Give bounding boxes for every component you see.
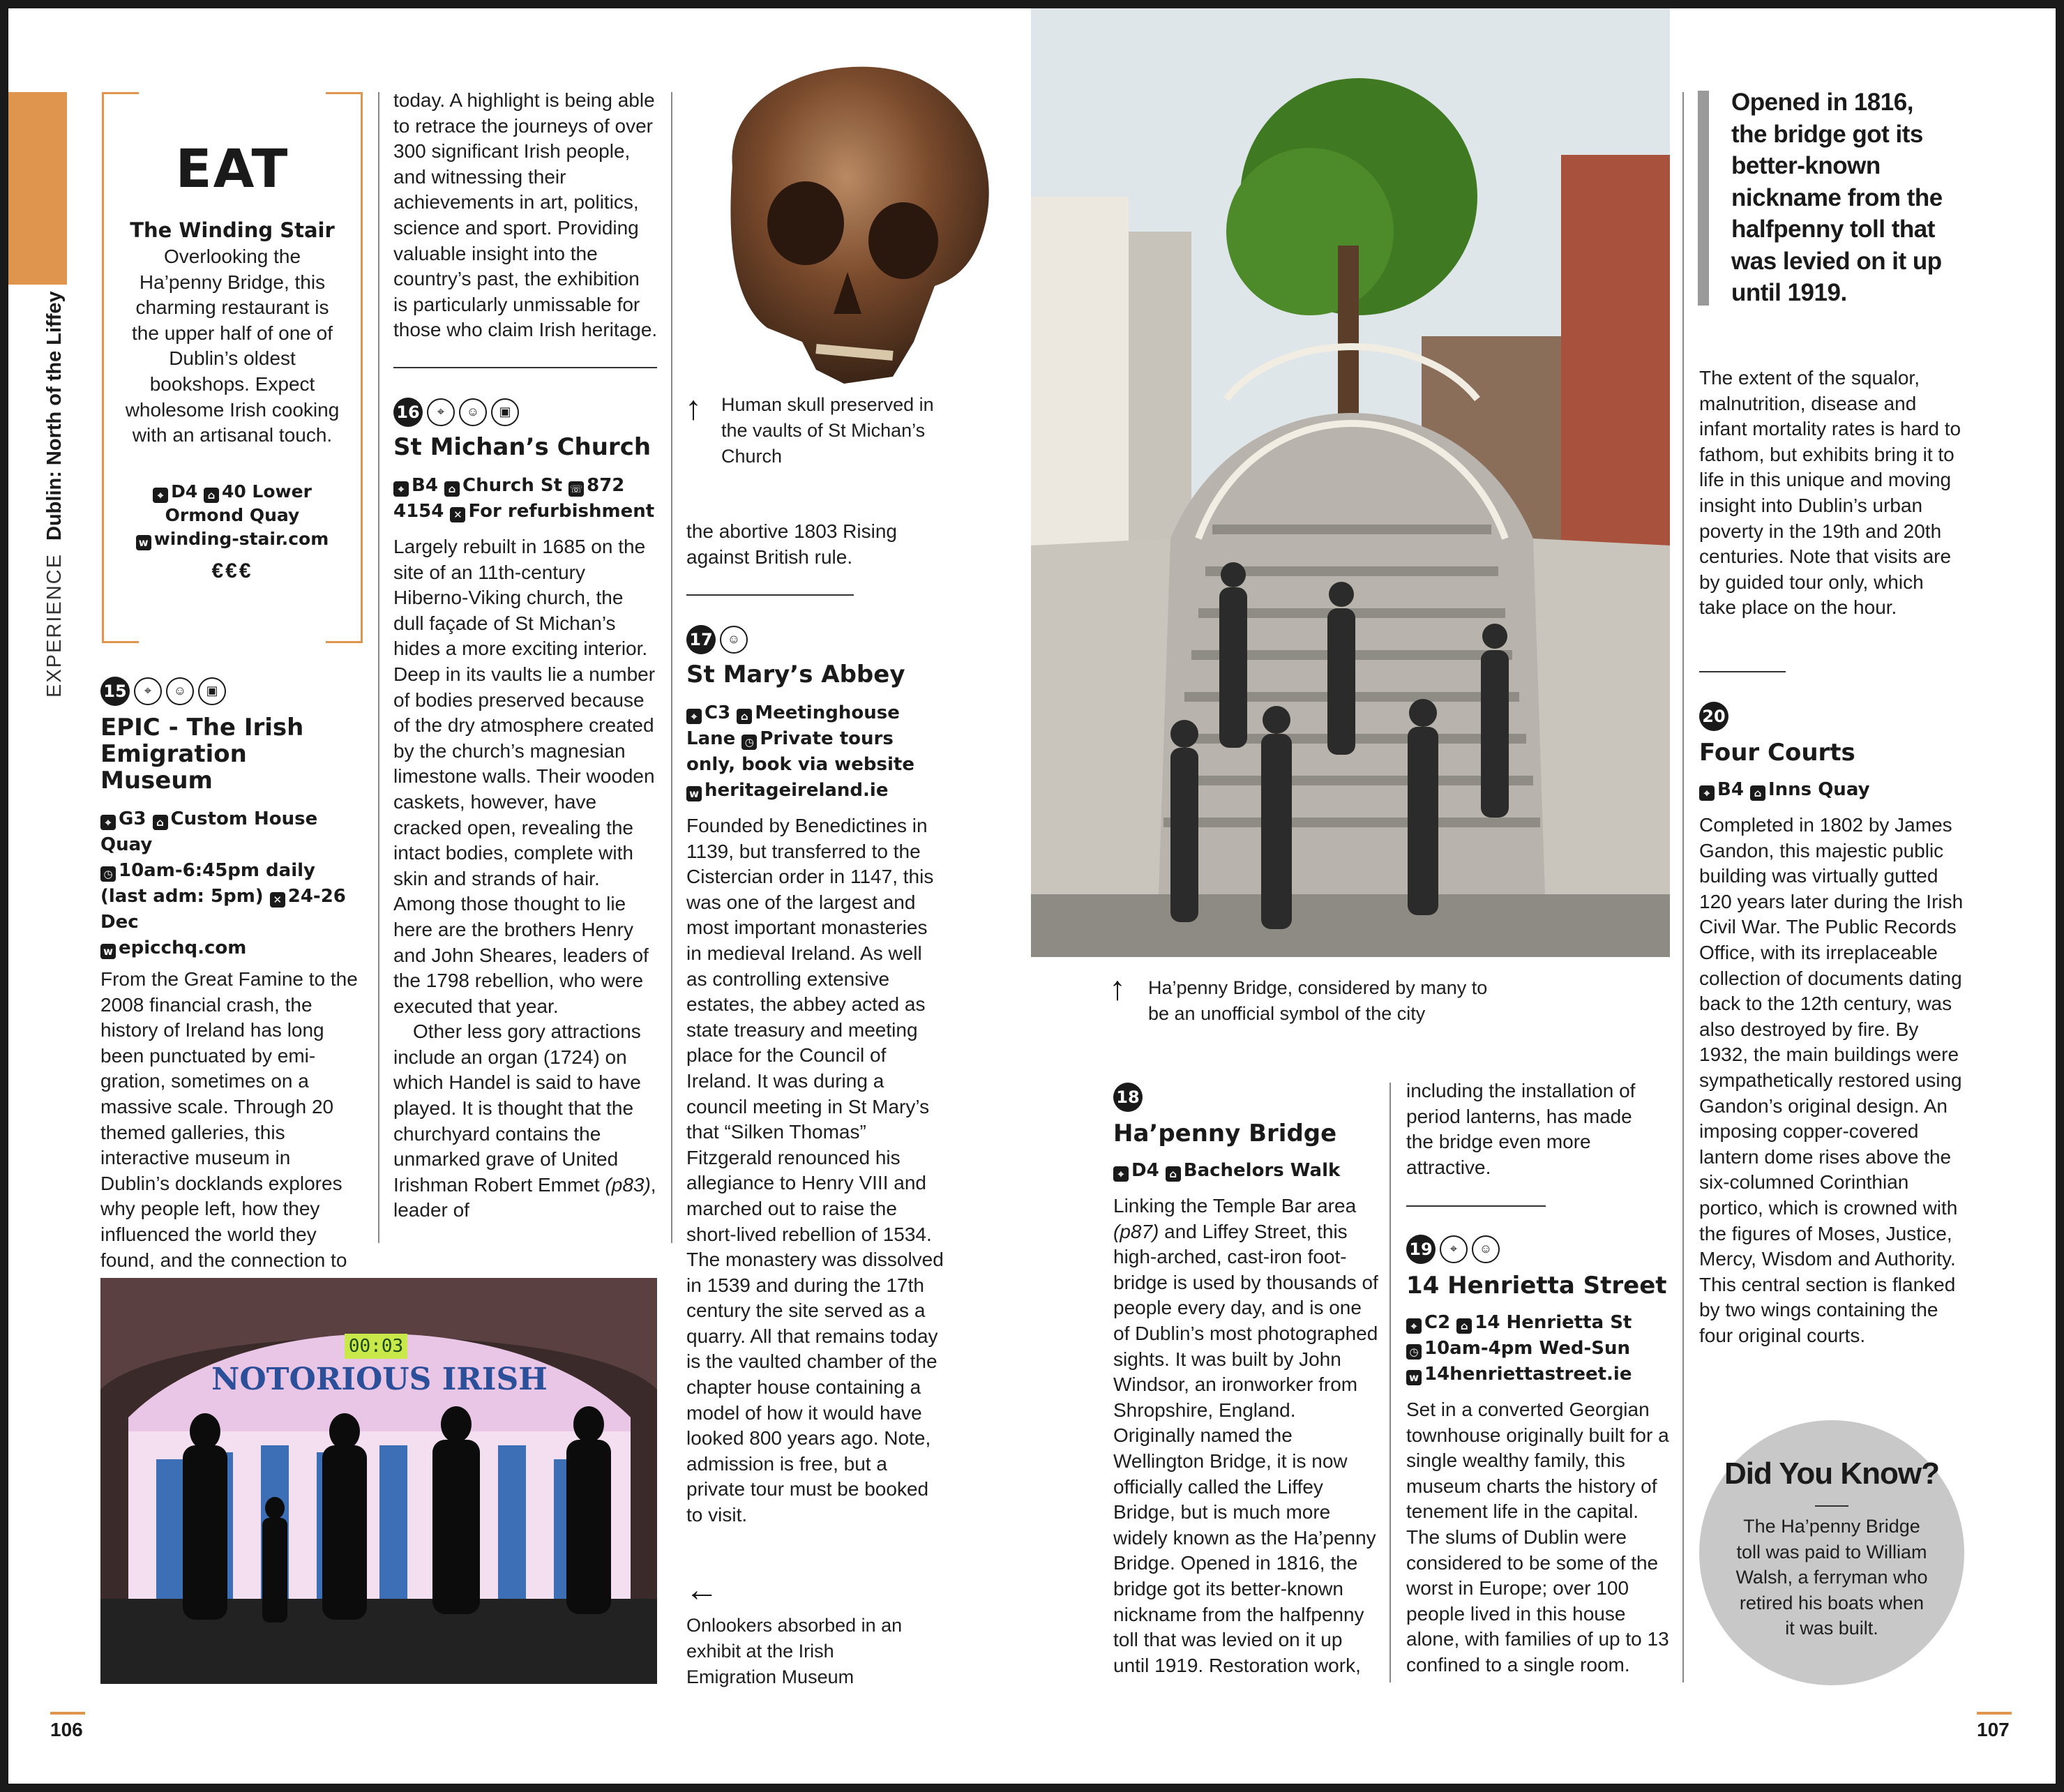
michan-para-1: Largely rebuilt in 1685 on the site of an 11th-century Hiberno-Viking church, the dull façade of St Michan’s hides a more exciting interior. Deep in its vaults lie a number of bodies preserved because of the dry atmosphere created by the church’s magnesian limestone walls. Their wooden caskets, however, have cracked open, revealing the intact bodies, complete with skin and strands of hair. Among those thought to lie here are the brothers Henry and John Sheares, leaders of the 1798 rebellion, who were executed that year. bbox=[393, 536, 656, 1017]
column-rule bbox=[671, 92, 672, 1243]
ticket-icon: ⌖ bbox=[134, 677, 162, 705]
skull-photo bbox=[684, 49, 1004, 398]
page-number-marker bbox=[50, 1712, 85, 1715]
eat-address: 40 Lower Ormond Quay bbox=[165, 481, 312, 525]
map-pin-icon: ⌖ bbox=[1699, 785, 1715, 801]
michan-para-2b: , leader of bbox=[393, 1173, 656, 1221]
four-courts-info bbox=[1699, 777, 1971, 803]
michan-address: Church St bbox=[462, 475, 563, 496]
col2-continuation: today. A highlight is being able to retrace the journeys of over 300 significant Irish people, and witnessing their achievements in art, politics, science and sport. Providing valuable insight into the country’s past, the exhibition is particularly unmissable for those who claim Irish heritage. bbox=[393, 89, 658, 341]
henrietta-map-ref: C2 bbox=[1424, 1312, 1451, 1333]
museum-caption: Onlookers absorbed in an exhibit at the Irish Emigration Museum bbox=[686, 1615, 903, 1687]
did-you-know-circle bbox=[1699, 1420, 1964, 1685]
epic-hours: 10am-6:45pm daily (last adm: 5pm) bbox=[100, 860, 315, 907]
side-label-title: Dublin: North of the Liffey bbox=[43, 291, 66, 541]
michan-number: 16 bbox=[393, 398, 423, 427]
henrietta-hours: 10am-4pm Wed-Sun bbox=[1424, 1338, 1630, 1359]
museum-photo bbox=[100, 1278, 657, 1684]
hapenny-address: Bachelors Walk bbox=[1183, 1160, 1341, 1181]
michan-entry bbox=[393, 398, 658, 1223]
pullquote: Opened in 1816, the bridge got its better-known nickname from the halfpenny toll that was levied on it up until 1919. bbox=[1731, 89, 1943, 306]
michan-para-2 bbox=[393, 1019, 658, 1223]
section-tab bbox=[8, 92, 67, 285]
divider bbox=[1406, 1205, 1546, 1207]
epic-info bbox=[100, 806, 359, 961]
michan-map-ref: B4 bbox=[412, 475, 438, 496]
side-label-prefix: EXPERIENCE bbox=[43, 553, 66, 698]
divider bbox=[393, 367, 657, 368]
museum-sign: NOTORIOUS IRISH bbox=[211, 1362, 548, 1397]
henrietta-web: 14henriettastreet.ie bbox=[1424, 1364, 1632, 1385]
eat-price: €€€ bbox=[211, 559, 253, 582]
address-icon: ⌂ bbox=[1166, 1166, 1181, 1182]
web-icon: w bbox=[686, 786, 702, 801]
henrietta-title: 14 Henrietta Street bbox=[1406, 1272, 1667, 1300]
arrow-up-icon: ↑ bbox=[685, 390, 702, 427]
henrietta-body: Set in a converted Georgian townhouse originally built for a single wealthy family, this museum charts the history of tenement life in the capital. The slums of Dublin were considered to be some of the worst in Europe; over 100 people lived in this house alone, with families of up to 13 confined to a single room. bbox=[1406, 1399, 1669, 1676]
michan-para-2a: Other less gory attractions include an organ (1724) on which Handel is said to have played. It is thought that the churchyard contains the unmarked grave of United Irishman Robert Emmet bbox=[393, 1021, 641, 1196]
ticket-icon: ⌖ bbox=[427, 398, 455, 426]
eat-restaurant-name: The Winding Stair bbox=[130, 218, 335, 242]
clock-icon: ◷ bbox=[1406, 1344, 1422, 1360]
map-pin-icon: ⌖ bbox=[1113, 1166, 1129, 1182]
michan-page-ref: (p83) bbox=[605, 1173, 651, 1196]
skull-caption: Human skull preserved in the vaults of St Michan’s Church bbox=[721, 394, 934, 467]
henrietta-entry bbox=[1406, 1235, 1671, 1678]
abbey-map-ref: C3 bbox=[705, 702, 731, 723]
hapenny-continuation: including the installation of period lanterns, has made the bridge even more attractive. bbox=[1406, 1080, 1636, 1178]
did-you-know-title: Did You Know? bbox=[1724, 1456, 1939, 1491]
map-pin-icon: ⌖ bbox=[393, 481, 409, 497]
ticket-icon: ⌖ bbox=[1440, 1235, 1468, 1263]
map-pin-icon: ⌖ bbox=[1406, 1318, 1422, 1334]
shop-icon: ▣ bbox=[491, 398, 519, 426]
epic-number-row bbox=[100, 677, 359, 709]
abbey-address: Meetinghouse Lane bbox=[686, 702, 900, 749]
epic-body: From the Great Famine to the 2008 financial crash, the history of Ireland has long been punctuated by emigration, sometimes on a massive scale. Through 20 themed galleries, this interactive museum in Dublin’s docklands explores why people left, how they influenced the world they found, and the connection to bbox=[100, 968, 358, 1271]
col3-continuation: the abortive 1803 Rising against British rule. bbox=[686, 520, 897, 568]
abbey-body: Founded by Benedictines in 1139, but transferred to the Cistercian order in 1147, this was one of the largest and most important monasteries in medieval Ireland. As well as controlling extensive estates, the abbey acted as state treasury and meeting place for the Council of Ireland. It was during a council meeting in St Mary’s that “Silken Thomas” Fitzgerald renounced his allegiance to Henry VIII and marched out to raise the short-lived rebellion of 1534. The monastery was dissolved in 1539 and during the 17th century the site served as a quarry. All that remains today is the vaulted chamber of the chapter house containing a model of how it would have looked 800 years ago. Note, admission is free, but a private tour must be booked to visit. bbox=[686, 815, 944, 1526]
eat-info bbox=[116, 480, 349, 551]
hapenny-title: Ha’penny Bridge bbox=[1113, 1120, 1337, 1147]
family-icon: ☺ bbox=[459, 398, 487, 426]
michan-title: St Michan’s Church bbox=[393, 433, 651, 461]
henrietta-address: 14 Henrietta St bbox=[1475, 1312, 1632, 1333]
epic-title: EPIC - The Irish Emigration Museum bbox=[100, 714, 304, 795]
bridge-caption: Ha’penny Bridge, considered by many to be an unofficial symbol of the city bbox=[1148, 977, 1488, 1024]
hapenny-body bbox=[1113, 1194, 1378, 1678]
hapenny-info bbox=[1113, 1158, 1378, 1184]
epic-address: Custom House Quay bbox=[100, 808, 318, 855]
hapenny-body-b: and Liffey Street, this high-arched, cast-iron footbridge is used by thousands of people every day, and is one of Dublin’s most photographed sights. It was built by John Windsor, an ironworker from Shropshire, England. Originally named the Wellington Bridge, it is now officially called the Liffey Bridge, but is much more widely known as the Ha’penny Bridge. Opened in 1816, the bridge got its better-known nickname from the halfpenny toll that was levied on it up until 1919. Restoration work, bbox=[1113, 1220, 1378, 1676]
michan-body bbox=[393, 534, 658, 1223]
hapenny-page-ref: (p87) bbox=[1113, 1220, 1159, 1242]
michan-phone: 872 4154 bbox=[393, 475, 625, 522]
hapenny-entry bbox=[1113, 1083, 1378, 1678]
col4-continuation: The extent of the squalor, malnutrition, disease and infant mortality rates is hard to fathom, but exhibits bring it to life in this unique and moving insight into Dublin’s urban poverty in the 19th and 20th centuries. Note that visits are by guided tour only, which take place on the hour. bbox=[1699, 367, 1961, 619]
side-label bbox=[40, 291, 68, 698]
address-icon: ⌂ bbox=[737, 709, 752, 724]
henrietta-info bbox=[1406, 1310, 1671, 1387]
eat-heading: EAT bbox=[175, 137, 289, 199]
did-you-know-rule bbox=[1815, 1505, 1848, 1507]
address-icon: ⌂ bbox=[1750, 785, 1765, 801]
clock-icon: ◷ bbox=[741, 735, 757, 750]
epic-closed: 24-26 Dec bbox=[100, 886, 346, 933]
address-icon: ⌂ bbox=[444, 481, 460, 497]
map-pin-icon: ⌖ bbox=[153, 488, 168, 503]
divider bbox=[686, 594, 854, 596]
four-courts-entry bbox=[1699, 702, 1971, 1348]
family-icon: ☺ bbox=[166, 677, 194, 705]
four-courts-number: 20 bbox=[1699, 702, 1728, 731]
divider bbox=[1699, 671, 1786, 672]
address-icon: ⌂ bbox=[153, 815, 168, 830]
map-pin-icon: ⌖ bbox=[686, 709, 702, 724]
four-courts-body: Completed in 1802 by James Gandon, this majestic public building was virtually gutted 120 years later during the Irish Civil War. The Public Records Office, with its irreplaceable collection of documents dating back to the 12th century, was also destroyed by fire. By 1932, the main buildings were sympathetically restored using Gandon’s original design. An imposing copper-covered lantern dome rises above the six-columned Corinthian portico, which is crowned with the figures of Moses, Justice, Mercy, Wisdom and Authority. This central section is flanked by two wings containing the four original courts. bbox=[1699, 814, 1964, 1346]
four-courts-address: Inns Quay bbox=[1768, 779, 1870, 800]
shop-icon: ▣ bbox=[198, 677, 226, 705]
family-icon: ☺ bbox=[1472, 1235, 1500, 1263]
henrietta-number: 19 bbox=[1406, 1235, 1436, 1264]
page-number-right: 107 bbox=[1977, 1719, 2010, 1740]
eat-map-ref: D4 bbox=[171, 481, 198, 502]
epic-map-ref: G3 bbox=[119, 808, 146, 829]
museum-clock: 00:03 bbox=[348, 1336, 404, 1357]
clock-icon: ◷ bbox=[100, 866, 116, 882]
abbey-title: St Mary’s Abbey bbox=[686, 661, 905, 688]
hapenny-bridge-photo bbox=[1031, 8, 1670, 957]
page-number-marker bbox=[1977, 1712, 2012, 1715]
closed-icon: ✕ bbox=[270, 892, 285, 908]
family-icon: ☺ bbox=[720, 626, 748, 654]
hapenny-number: 18 bbox=[1113, 1083, 1143, 1112]
michan-info bbox=[393, 473, 658, 525]
web-icon: w bbox=[100, 944, 116, 959]
epic-web: epicchq.com bbox=[119, 938, 247, 958]
abbey-info bbox=[686, 700, 944, 804]
four-courts-map-ref: B4 bbox=[1717, 779, 1744, 800]
arrow-up-icon: ↑ bbox=[1109, 970, 1126, 1007]
abbey-hours: Private tours only, book via website bbox=[686, 728, 914, 775]
column-rule bbox=[378, 92, 379, 1243]
hapenny-body-a: Linking the Temple Bar area bbox=[1113, 1195, 1357, 1217]
epic-entry bbox=[100, 677, 359, 1299]
abbey-web: heritageireland.ie bbox=[705, 780, 889, 801]
michan-closed: For refurbishment bbox=[468, 501, 655, 522]
abbey-number: 17 bbox=[686, 625, 716, 654]
hapenny-map-ref: D4 bbox=[1131, 1160, 1159, 1181]
page-number-left: 106 bbox=[50, 1719, 83, 1740]
column-rule bbox=[1389, 1083, 1391, 1682]
eat-description: Overlooking the Ha’penny Bridge, this charming restaurant is the upper half of one of Dublin’s oldest bookshops. Expect wholesome Irish cooking with an artisanal touch. bbox=[125, 246, 340, 446]
phone-icon: ☏ bbox=[569, 483, 583, 495]
eat-box bbox=[102, 92, 363, 640]
map-pin-icon: ⌖ bbox=[100, 815, 116, 830]
closed-icon: ✕ bbox=[450, 507, 465, 522]
epic-number: 15 bbox=[100, 677, 130, 706]
arrow-left-icon: ← bbox=[685, 1572, 718, 1609]
eat-web: winding-stair.com bbox=[153, 529, 329, 549]
web-icon: w bbox=[1406, 1370, 1422, 1385]
column-rule bbox=[1682, 92, 1684, 1682]
web-icon: w bbox=[136, 535, 151, 550]
address-icon: ⌂ bbox=[204, 488, 219, 503]
did-you-know-text: The Ha’penny Bridge toll was paid to William Walsh, a ferryman who retired his boats when it was built. bbox=[1735, 1516, 1928, 1639]
four-courts-title: Four Courts bbox=[1699, 739, 1855, 767]
abbey-entry bbox=[686, 625, 944, 1528]
address-icon: ⌂ bbox=[1456, 1318, 1472, 1334]
pullquote-bar bbox=[1698, 91, 1709, 306]
